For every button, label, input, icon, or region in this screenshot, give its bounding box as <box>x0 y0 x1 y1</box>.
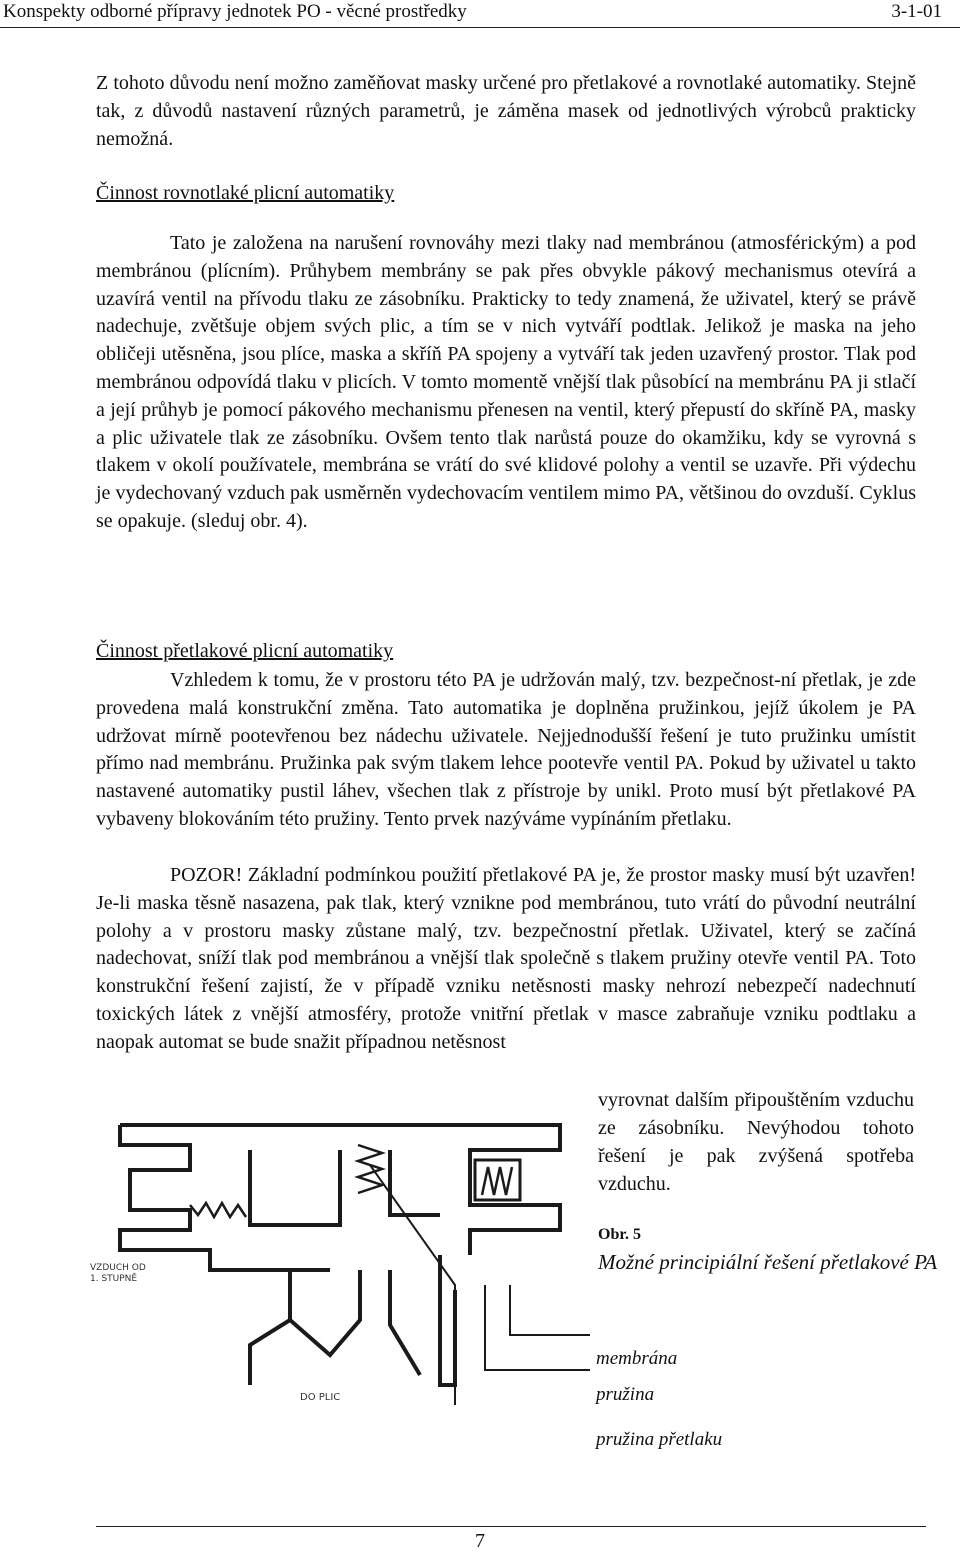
diagram-overpressure-spring <box>482 1167 512 1195</box>
intro-paragraph: Z tohoto důvodu není možno zaměňovat masky určené pro přetlakové a rovnotlaké automatiky. Stejně tak, z důvodů nastavení různých parametrů, je záměna masek od jednotlivých výrobců prakticky nemožná. <box>96 72 916 150</box>
diagram-valve-spring <box>190 1203 246 1217</box>
diagram-membrane-spring <box>358 1145 382 1193</box>
diagram-label-inlet <box>90 1263 149 1284</box>
section2-paragraph-3: vyrovnat dalším připouštěním vzduchu ze zásobníku. Nevýhodou tohoto řešení je pak zvýšená spotřeba vzduchu. <box>598 1089 914 1195</box>
section2-paragraph-2: POZOR! Základní podmínkou použití přetlakové PA je, že prostor masky musí být uzavřen! Je-li maska těsně nasazena, pak tlak, který vznikne pod membránou, tuto vrátí do původní neutrální polohy a v prostoru masky zůstane malý, tzv. bezpečnostní přetlak. Uživatel, který se začíná nadechovat, sníží tlak pod membránou a vnější tlak společně s tlakem pružiny otevře ventil PA. Toto konstrukční řešení zajistí, že v případě vzniku netěsnosti masky nehrozí nebezpečí nadechnutí toxických látek z vnější atmosféry, protože vnitřní přetlak v masce zabraňuje vzniku podtlaku a naopak automat se bude snažit případnou netěsnost <box>96 864 916 1053</box>
section1-paragraph: Tato je založena na narušení rovnováhy mezi tlaky nad membránou (atmosférickým) a pod membránou (plícním). Průhybem membrány se pak přes obvykle pákový mechanismus otevírá a uzavírá ventil na přívodu tlaku ze zásobníku. Prakticky to tedy znamená, že uživatel, který se právě nadechuje, zvětšuje objem svých plic, a tím se v nich vytváří podtlak. Jelikož je maska na jeho obličeji utěsněna, jsou plíce, maska a skříň PA spojeny a vytváří tak jeden uzavřený prostor. Tlak pod membránou odpovídá tlaku v plicích. V tomto momentě vnější tlak působící na membránu PA ji stlačí a její průhyb je pomocí pákového mechanismu přenesen na ventil, který přepustí do skříně PA, masky a plic uživatele tlak ze zásobníku. Ovšem tento tlak narůstá pouze do okamžiku, kdy se vyrovná s tlakem v okolí používatele, membrána se vrátí do své klidové polohy a ventil se uzavře. Při výdechu je vydechovaný vzduch pak usměrněn vydechovacím ventilem mimo PA, většinou do ovzduší. Cyklus se opakuje. (sleduj obr. 4). <box>96 232 916 532</box>
figure-title: Možné principiální řešení přetlakové PA <box>598 1250 938 1274</box>
figure-label: Obr. 5 <box>598 1226 641 1243</box>
page-number: 7 <box>475 1530 485 1552</box>
diagram-leader-spring <box>485 1285 590 1370</box>
header-code: 3-1-01 <box>891 1 942 22</box>
diagram-leader-membrane <box>510 1285 590 1335</box>
legend-membrane: membrána <box>596 1348 678 1369</box>
page-header <box>0 0 960 26</box>
legend-spring: pružina <box>596 1384 655 1405</box>
diagram-outlet <box>290 1270 360 1355</box>
footer-rule <box>96 1526 926 1527</box>
diagram-chamber <box>250 1150 340 1225</box>
diagram-outlet-left <box>250 1320 290 1385</box>
header-rule <box>0 27 960 28</box>
section2-heading: Činnost přetlakové plicní automatiky <box>96 640 394 662</box>
diagram-label-inlet-text-2: 1. STUPNĚ <box>90 1274 138 1284</box>
section1-heading: Činnost rovnotlaké plicní automatiky <box>96 182 395 204</box>
diagram-label-inlet-text: VZDUCH OD <box>90 1263 146 1273</box>
header-title: Konspekty odborné přípravy jednotek PO - věcné prostředky <box>3 1 467 22</box>
section2-paragraph-1: Vzhledem k tomu, že v prostoru této PA je udržován malý, tzv. bezpečnost-ní přetlak, je zde provedena malá konstrukční změna. Tato automatika je doplněna pružinkou, jejíž úkolem je PA udržovat mírně pootevřenou bez nádechu uživatele. Nejjednodušší řešení je tuto pružinku umístit přímo nad membránu. Pružinka pak svým tlakem lehce pootevře ventil PA. Pokud by uživatel u takto nastavené automatiky pustil láhev, všechen tlak z přístroje by unikl. Proto musí být přetlakové PA vybaveny blokováním této pružiny. Tento prvek nazýváme vypínáním přetlaku. <box>96 669 916 830</box>
legend-overpressure-spring: pružina přetlaku <box>596 1429 723 1450</box>
diagram-housing-left <box>120 1125 330 1270</box>
diagram-leader-overpressure <box>370 1165 455 1405</box>
regulator-diagram <box>90 1105 590 1405</box>
diagram-label-lungs: DO PLIC <box>300 1392 341 1403</box>
diagram-outlet-right <box>390 1270 420 1375</box>
